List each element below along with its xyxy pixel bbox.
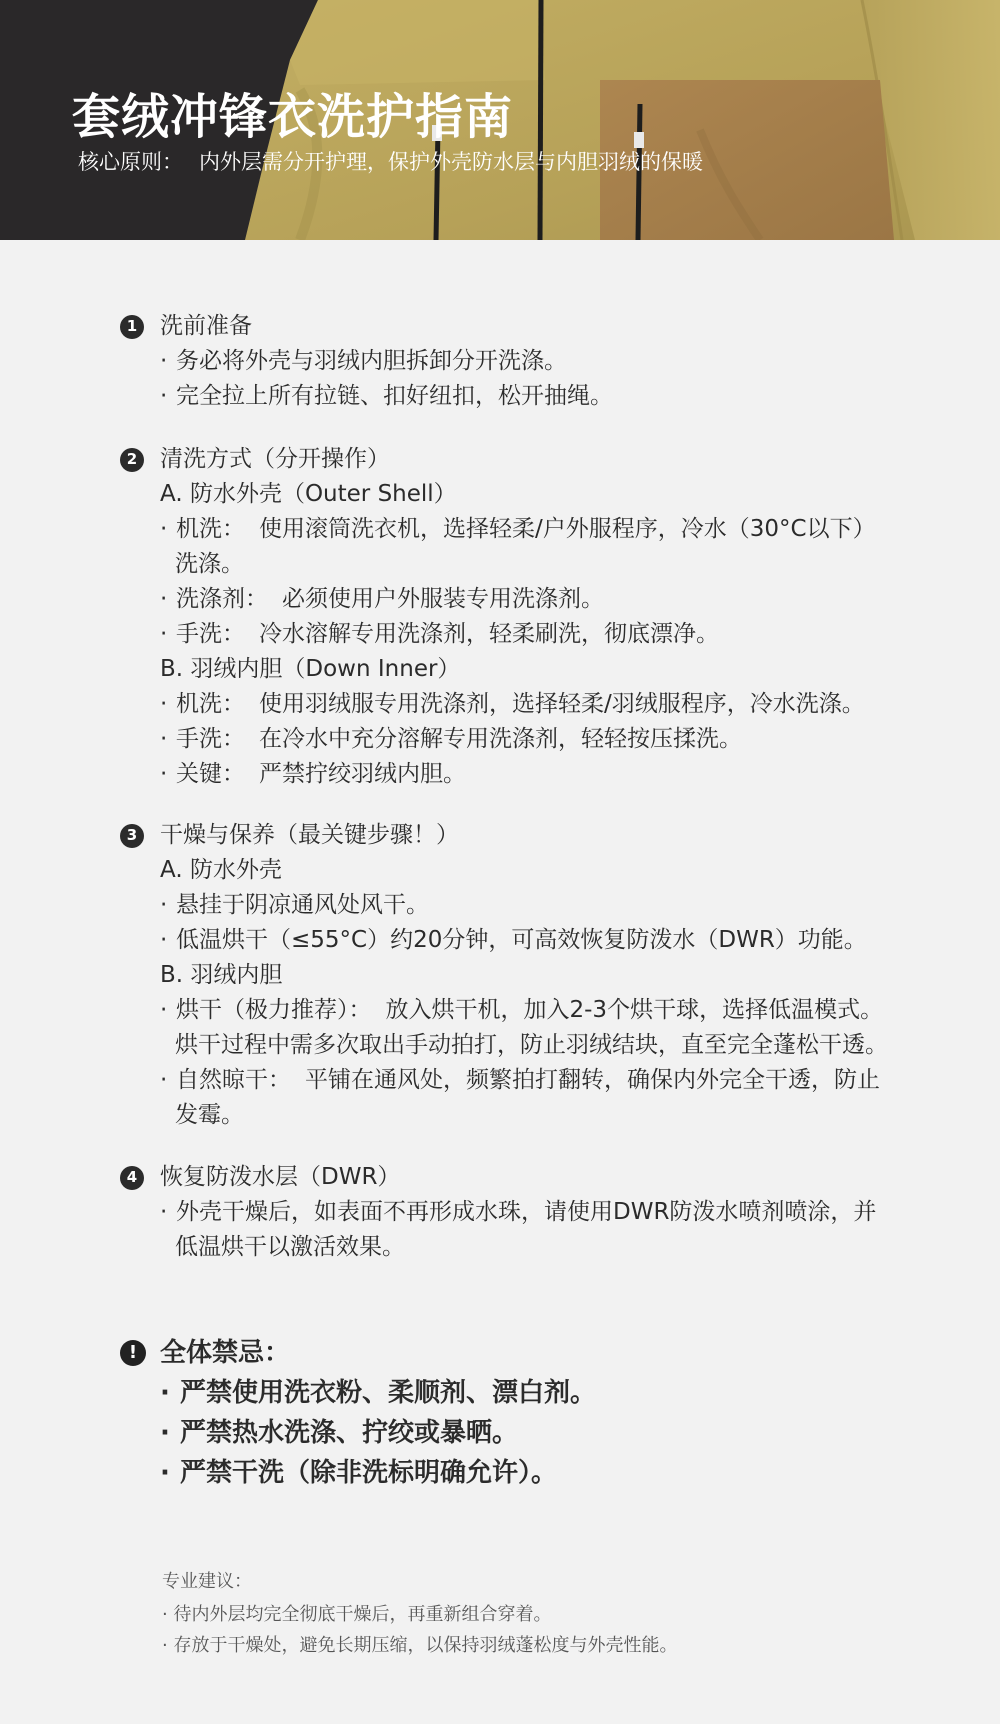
- list-item: · 务必将外壳与羽绒内胆拆卸分开洗涤。: [160, 348, 567, 374]
- item-key: 烘干（极力推荐）：: [176, 997, 372, 1023]
- list-item: · 外壳干燥后，如表面不再形成水珠，请使用DWR防泼水喷剂喷涂，并: [160, 1199, 877, 1225]
- section-prewash: [120, 309, 980, 414]
- step-number-badge: 4: [120, 1166, 144, 1190]
- list-item: · 关键： 严禁拧绞羽绒内胆。: [160, 761, 466, 787]
- item-key: 机洗：: [176, 516, 245, 542]
- tip-item: · 存放于干燥处，避免长期压缩，以保持羽绒蓬松度与外壳性能。: [162, 1635, 678, 1656]
- warning-text: 严禁干洗（除非洗标明确允许）。: [180, 1458, 558, 1488]
- list-item-continuation: 低温烘干以激活效果。: [175, 1234, 405, 1260]
- page-title: 套绒冲锋衣洗护指南: [72, 89, 514, 145]
- exclamation-icon: !: [120, 1340, 146, 1366]
- warning-heading: [120, 1333, 980, 1373]
- item-text: 在冷水中充分溶解专用洗涤剂，轻轻按压揉洗。: [259, 726, 742, 752]
- list-item: · 自然晾干： 平铺在通风处，频繁拍打翻转，确保内外完全干透，防止: [160, 1067, 880, 1093]
- tip-text: 存放于干燥处，避免长期压缩，以保持羽绒蓬松度与外壳性能。: [173, 1635, 678, 1656]
- section-title: 干燥与保养（最关键步骤！）: [160, 822, 459, 848]
- item-text: 使用羽绒服专用洗涤剂，选择轻柔/羽绒服程序，冷水洗涤。: [259, 691, 865, 717]
- warning-item: · 严禁干洗（除非洗标明确允许）。: [160, 1458, 558, 1488]
- item-key: 洗涤剂：: [176, 586, 268, 612]
- list-item-continuation: 洗涤。: [175, 551, 244, 577]
- list-item: · 洗涤剂： 必须使用户外服装专用洗涤剂。: [160, 586, 604, 612]
- item-key: 手洗：: [176, 621, 245, 647]
- subheading-down-inner: B. 羽绒内胆: [160, 962, 283, 988]
- item-text: 冷水溶解专用洗涤剂，轻柔刷洗，彻底漂净。: [259, 621, 719, 647]
- section-heading: [120, 442, 980, 477]
- list-item: · 机洗： 使用羽绒服专用洗涤剂，选择轻柔/羽绒服程序，冷水洗涤。: [160, 691, 865, 717]
- item-text: 外壳干燥后，如表面不再形成水珠，请使用DWR防泼水喷剂喷涂，并: [176, 1199, 877, 1225]
- subtitle-text: 内外层需分开护理，保护外壳防水层与内胆羽绒的保暖: [199, 150, 703, 174]
- warning-text: 严禁使用洗衣粉、柔顺剂、漂白剂。: [180, 1378, 597, 1408]
- section-heading: [120, 1160, 980, 1195]
- professional-tips: [162, 1566, 962, 1661]
- item-text: 必须使用户外服装专用洗涤剂。: [282, 586, 604, 612]
- section-heading: [120, 309, 980, 344]
- subtitle-label: 核心原则：: [78, 150, 183, 174]
- section-title: 清洗方式（分开操作）: [160, 446, 390, 472]
- list-item-continuation: 烘干过程中需多次取出手动拍打，防止羽绒结块，直至完全蓬松干透。: [175, 1032, 888, 1058]
- item-key: 关键：: [176, 761, 245, 787]
- item-key: 自然晾干：: [176, 1067, 291, 1093]
- tips-title: 专业建议：: [162, 1571, 252, 1592]
- warning-item: · 严禁热水洗涤、拧绞或暴晒。: [160, 1418, 519, 1448]
- section-title: 恢复防泼水层（DWR）: [160, 1164, 401, 1190]
- list-item-continuation: 发霉。: [175, 1102, 244, 1128]
- warning-block: [120, 1333, 980, 1493]
- list-item: · 机洗： 使用滚筒洗衣机，选择轻柔/户外服程序，冷水（30°C以下）: [160, 516, 876, 542]
- subheading-outer-shell: A. 防水外壳（Outer Shell）: [160, 481, 457, 507]
- list-item-text: 完全拉上所有拉链、扣好纽扣，松开抽绳。: [176, 383, 613, 409]
- section-title: 洗前准备: [160, 313, 252, 339]
- item-text: 低温烘干（≤55°C）约20分钟，可高效恢复防泼水（DWR）功能。: [176, 927, 867, 953]
- list-item-text: 务必将外壳与羽绒内胆拆卸分开洗涤。: [176, 348, 567, 374]
- step-number-badge: 3: [120, 824, 144, 848]
- list-item: · 手洗： 冷水溶解专用洗涤剂，轻柔刷洗，彻底漂净。: [160, 621, 719, 647]
- item-text: 放入烘干机，加入2-3个烘干球，选择低温模式。: [385, 997, 884, 1023]
- warning-text: 严禁热水洗涤、拧绞或暴晒。: [180, 1418, 519, 1448]
- list-item: · 低温烘干（≤55°C）约20分钟，可高效恢复防泼水（DWR）功能。: [160, 927, 867, 953]
- item-key: 机洗：: [176, 691, 245, 717]
- header-banner: [0, 0, 1000, 240]
- item-text: 悬挂于阴凉通风处风干。: [176, 892, 429, 918]
- subheading-down-inner: B. 羽绒内胆（Down Inner）: [160, 656, 461, 682]
- list-item: · 烘干（极力推荐）： 放入烘干机，加入2-3个烘干球，选择低温模式。: [160, 997, 884, 1023]
- item-text: 平铺在通风处，频繁拍打翻转，确保内外完全干透，防止: [305, 1067, 880, 1093]
- section-dwr: [120, 1160, 980, 1265]
- tip-item: · 待内外层均完全彻底干燥后，再重新组合穿着。: [162, 1604, 552, 1625]
- subheading-outer-shell: A. 防水外壳: [160, 857, 282, 883]
- section-washing: [120, 442, 980, 792]
- list-item: · 完全拉上所有拉链、扣好纽扣，松开抽绳。: [160, 383, 613, 409]
- section-heading: [120, 818, 980, 853]
- item-text: 使用滚筒洗衣机，选择轻柔/户外服程序，冷水（30°C以下）: [259, 516, 876, 542]
- warning-item: · 严禁使用洗衣粉、柔顺剂、漂白剂。: [160, 1378, 597, 1408]
- page-subtitle: [78, 146, 703, 176]
- item-text: 严禁拧绞羽绒内胆。: [259, 761, 466, 787]
- step-number-badge: 1: [120, 315, 144, 339]
- tip-text: 待内外层均完全彻底干燥后，再重新组合穿着。: [173, 1604, 552, 1625]
- list-item: · 悬挂于阴凉通风处风干。: [160, 892, 429, 918]
- section-drying: [120, 818, 980, 1133]
- warning-title: 全体禁忌：: [160, 1338, 291, 1368]
- step-number-badge: 2: [120, 448, 144, 472]
- list-item: · 手洗： 在冷水中充分溶解专用洗涤剂，轻轻按压揉洗。: [160, 726, 742, 752]
- item-key: 手洗：: [176, 726, 245, 752]
